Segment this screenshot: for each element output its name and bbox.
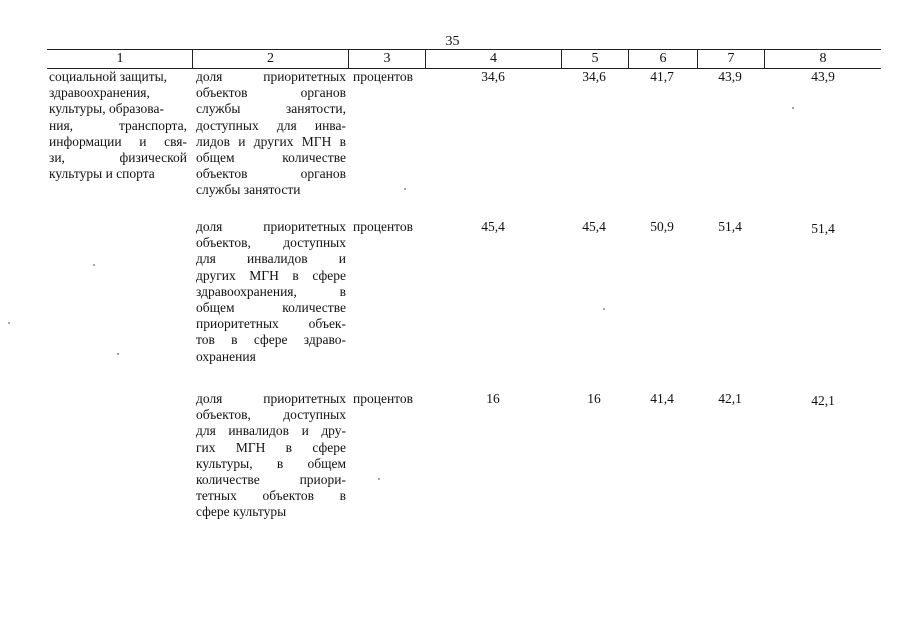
indicator-line: общем количестве <box>196 150 346 166</box>
page-number: 35 <box>445 34 460 49</box>
indicator-line: доля приоритетных <box>196 391 346 406</box>
value-col-4: 34,6 <box>481 69 505 84</box>
indicator-line: тов в сфере здраво- <box>196 332 346 348</box>
indicator-line: общем количестве <box>196 300 346 316</box>
scan-speck <box>8 322 10 324</box>
indicator-line: объектов органов <box>196 166 346 182</box>
indicator-line: гих МГН в сфере <box>196 439 346 455</box>
indicator-line: объектов, доступных <box>196 235 346 251</box>
value-col-6: 50,9 <box>650 219 674 234</box>
value-col-5: 45,4 <box>582 219 606 234</box>
indicator-cell <box>196 69 346 199</box>
category-cell <box>49 69 187 182</box>
value-col-5: 16 <box>587 391 601 406</box>
indicator-line: культуры, в общем <box>196 455 346 471</box>
category-line: здравоохранения, <box>49 85 150 101</box>
column-header-1: 1 <box>116 51 124 66</box>
indicator-line: лидов и других МГН в <box>196 133 346 149</box>
indicator-line: для инвалидов и <box>196 251 346 267</box>
value-col-7: 42,1 <box>718 391 742 406</box>
indicator-line: объектов органов <box>196 85 346 101</box>
value-col-4: 45,4 <box>481 219 505 234</box>
column-header-3: 3 <box>383 51 391 66</box>
indicator-line: тетных объектов в <box>196 488 346 504</box>
value-col-6: 41,4 <box>650 391 674 406</box>
scan-speck <box>93 264 95 266</box>
indicator-line: объектов, доступных <box>196 407 346 423</box>
indicator-cell <box>196 391 346 521</box>
scan-speck <box>404 188 406 190</box>
column-header-8: 8 <box>819 51 827 66</box>
category-line: социальной защиты, <box>49 69 168 84</box>
indicator-line: количестве приори- <box>196 472 346 488</box>
scan-speck <box>117 353 119 355</box>
column-header-6: 6 <box>659 51 667 66</box>
value-col-8: 42,1 <box>811 393 835 408</box>
value-col-8: 43,9 <box>811 69 835 84</box>
indicator-line: службы занятости <box>196 182 301 198</box>
column-header-7: 7 <box>727 51 735 66</box>
indicator-line: для инвалидов и дру- <box>196 423 346 439</box>
value-col-4: 16 <box>486 391 500 406</box>
indicator-cell <box>196 219 346 365</box>
scan-speck <box>378 478 380 480</box>
category-line: культуры, образова- <box>49 101 164 117</box>
column-header-5: 5 <box>591 51 599 66</box>
category-line: зи, физической <box>49 150 187 166</box>
indicator-line: доступных для инва- <box>196 117 346 133</box>
category-line: информации и свя- <box>49 133 187 149</box>
value-col-7: 51,4 <box>718 219 742 234</box>
indicator-line: службы занятости, <box>196 101 346 117</box>
unit-cell: процентов <box>353 219 414 234</box>
indicator-line: других МГН в сфере <box>196 267 346 283</box>
value-col-5: 34,6 <box>582 69 606 84</box>
table-top-rule <box>47 49 881 50</box>
indicator-line: сфере культуры <box>196 504 287 520</box>
indicator-line: здравоохранения, в <box>196 283 346 299</box>
category-line: ния, транспорта, <box>49 117 187 133</box>
value-col-7: 43,9 <box>718 69 742 84</box>
value-col-8: 51,4 <box>811 221 835 236</box>
scan-speck <box>603 308 605 310</box>
indicator-line: доля приоритетных <box>196 219 346 234</box>
column-header-2: 2 <box>267 51 274 66</box>
indicator-line: охранения <box>196 348 256 364</box>
indicator-line: доля приоритетных <box>196 69 346 84</box>
category-line: культуры и спорта <box>49 166 155 182</box>
unit-cell: процентов <box>353 69 414 84</box>
value-col-6: 41,7 <box>650 69 674 84</box>
unit-cell: процентов <box>353 391 414 406</box>
column-header-4: 4 <box>490 51 497 66</box>
indicator-line: приоритетных объек- <box>196 316 346 332</box>
scan-speck <box>792 107 794 109</box>
